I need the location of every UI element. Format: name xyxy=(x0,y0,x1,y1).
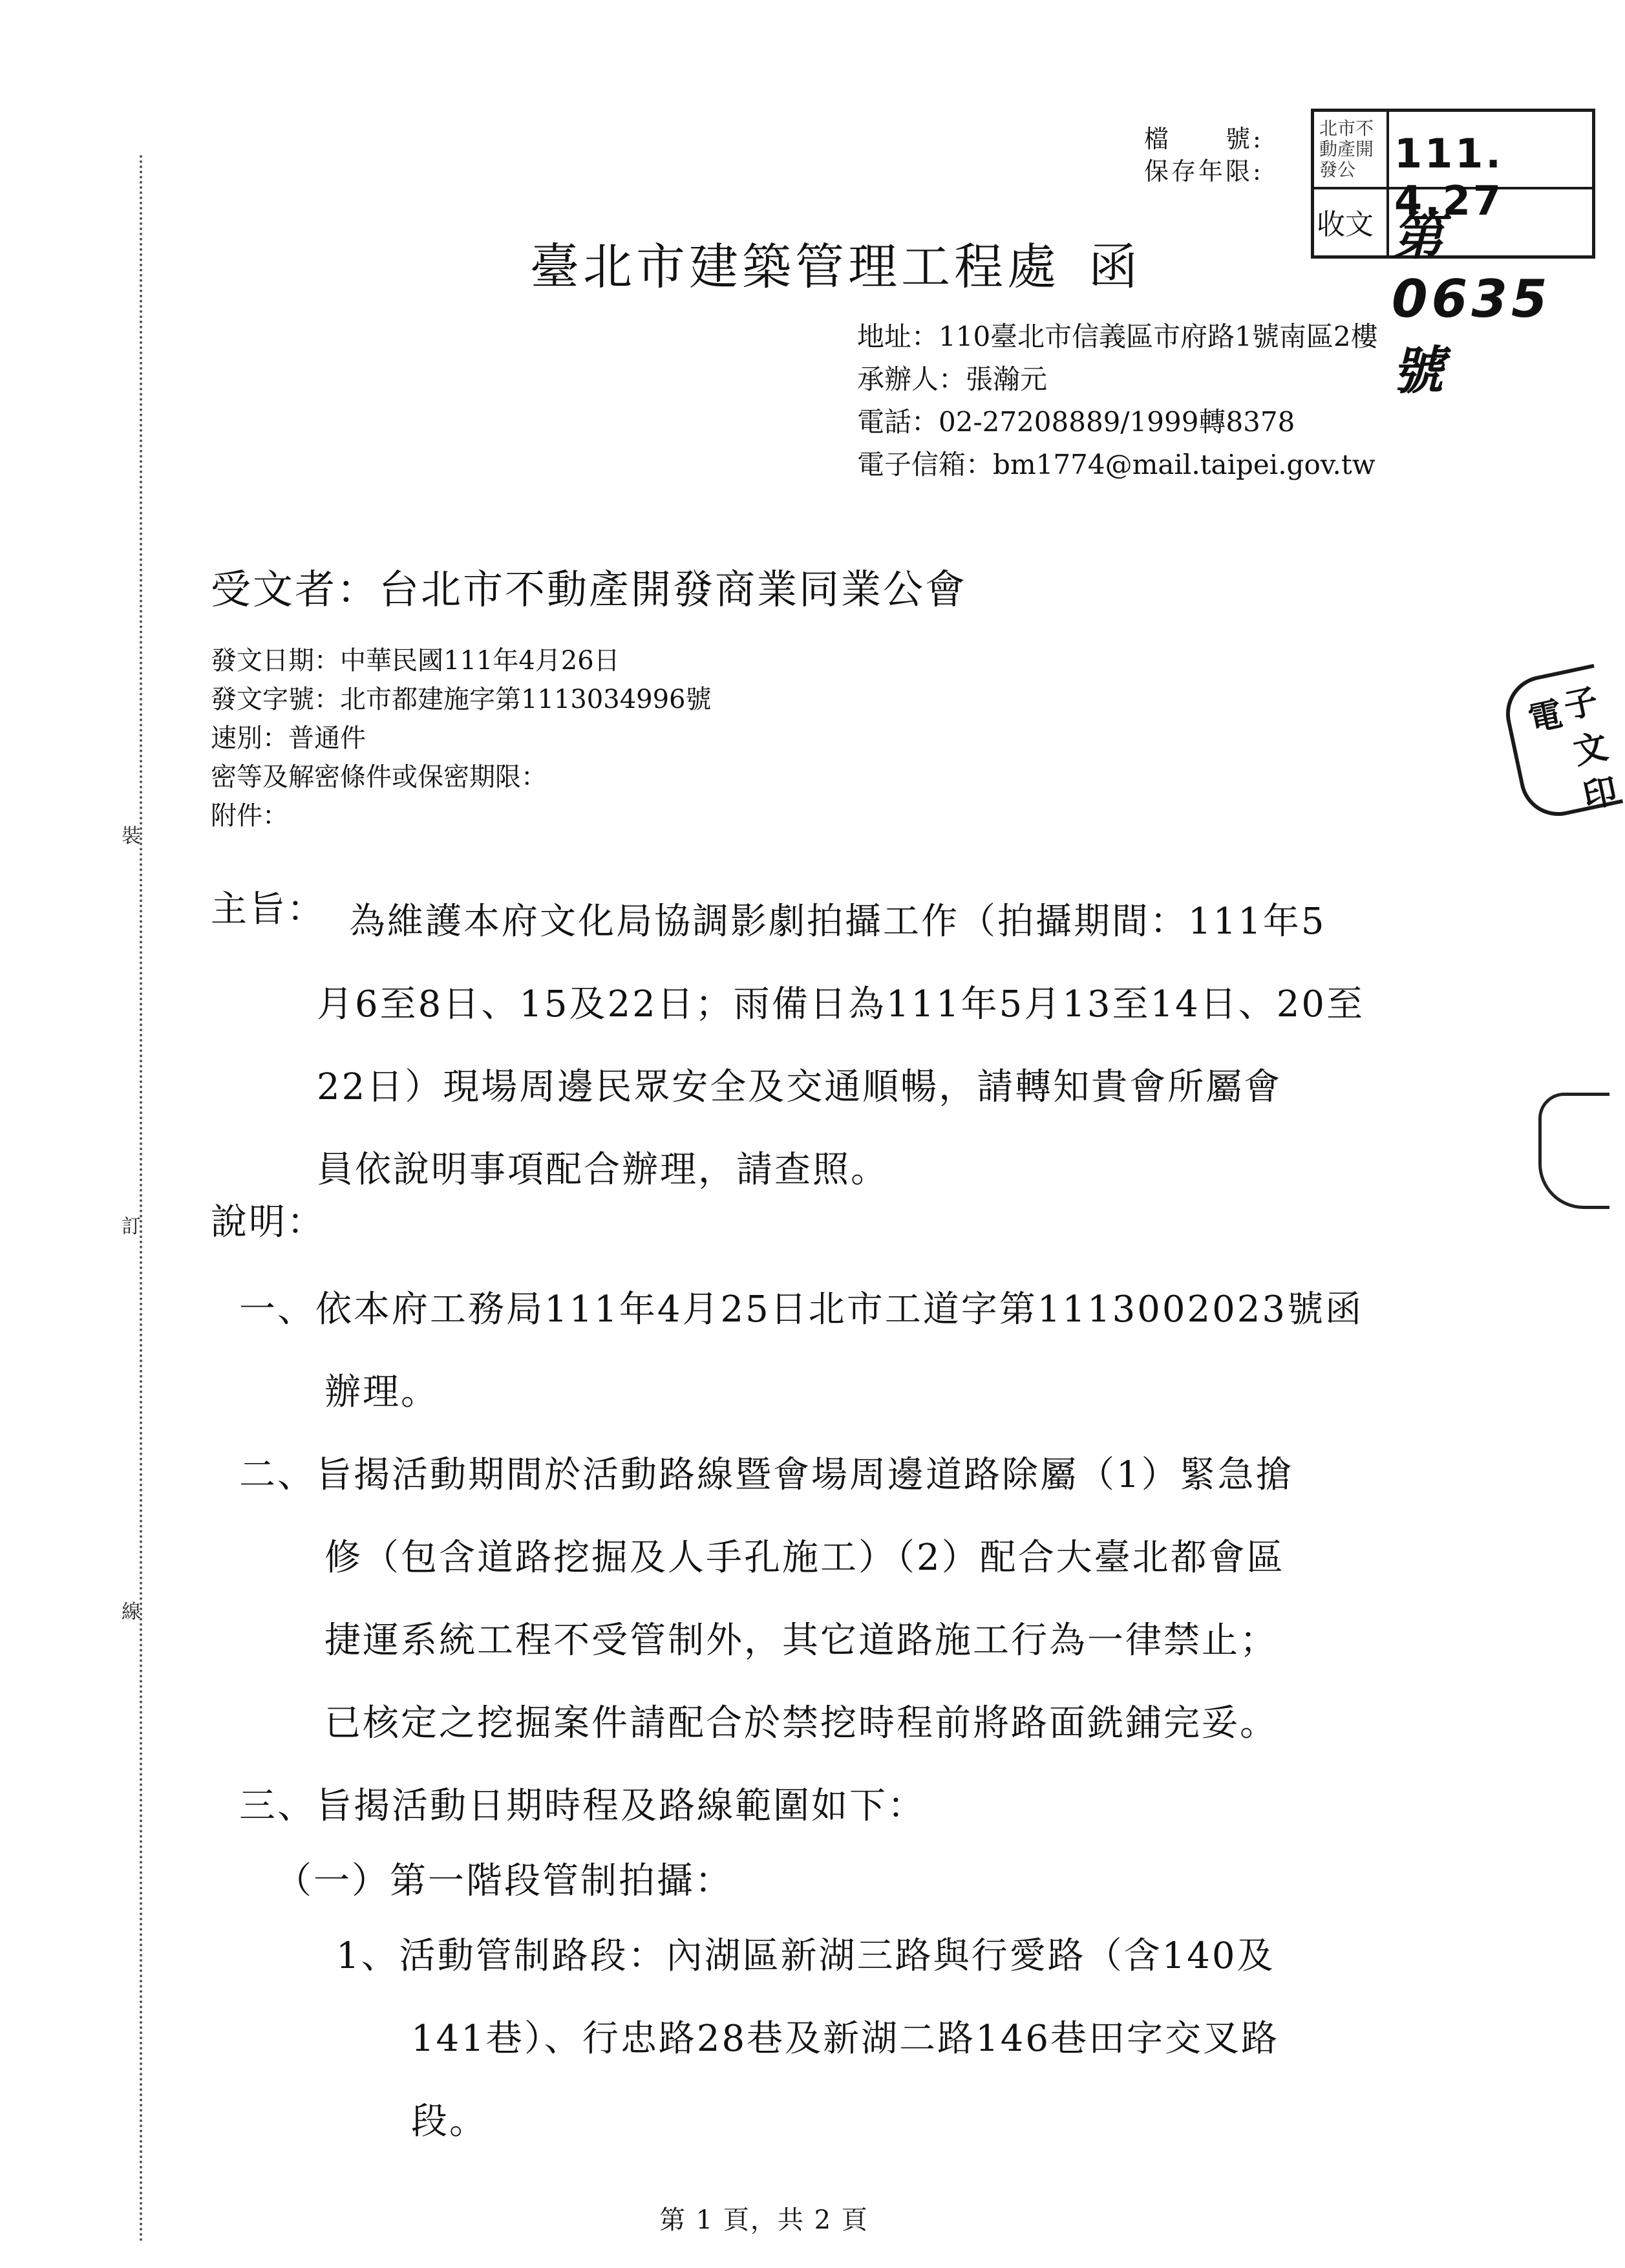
partial-stamp-mark xyxy=(1538,1093,1609,1209)
contact-block xyxy=(857,316,1465,486)
contact-address: 地址：110臺北市信義區市府路1號南區2樓 xyxy=(857,321,1378,352)
speed-class: 速別：普通件 xyxy=(211,723,366,753)
document-title xyxy=(530,228,1142,298)
binding-mark-bottom: 線 xyxy=(122,1601,141,1623)
subject-label: 主旨： xyxy=(211,888,325,930)
point-line: 1、活動管制路段：內湖區新湖三路與行愛路（含140及 xyxy=(336,1935,1275,1977)
point-line: 141巷）、行忠路28巷及新湖二路146巷田字交叉路 xyxy=(411,2018,1280,2060)
explanation-point-1 xyxy=(336,1915,1279,2163)
electronic-seal xyxy=(1499,664,1623,823)
item-line: 一、依本府工務局111年4月25日北市工道字第1113002023號函 xyxy=(239,1289,1364,1331)
explanation-item-1 xyxy=(239,1268,1363,1434)
item-line: 修（包含道路挖掘及人手孔施工）（2）配合大臺北都會區 xyxy=(324,1537,1285,1579)
explanation-sub-1: （一）第一階段管制拍攝： xyxy=(275,1860,733,1902)
binding-dotted-line xyxy=(140,155,142,2243)
seal-char: 子 xyxy=(1560,681,1602,727)
subject-line: 員依說明事項配合辦理，請查照。 xyxy=(317,1149,889,1191)
item-line: 捷運系統工程不受管制外，其它道路施工行為一律禁止； xyxy=(324,1620,1278,1662)
contact-handler: 承辦人：張瀚元 xyxy=(857,363,1048,395)
explanation-item-3: 三、旨揭活動日期時程及路線範圍如下： xyxy=(239,1785,926,1827)
point-line: 段。 xyxy=(411,2101,487,2143)
attachment: 附件： xyxy=(211,801,288,831)
file-info xyxy=(1144,123,1264,187)
recipient: 受文者：台北市不動產開發商業同業公會 xyxy=(211,566,968,613)
secrecy-class: 密等及解密條件或保密期限： xyxy=(211,762,547,792)
item-line: 辦理。 xyxy=(324,1371,439,1413)
issue-date: 發文日期：中華民國111年4月26日 xyxy=(211,646,620,676)
subject-line: 22日）現場周邊民眾安全及交通順暢，請轉知貴會所屬會 xyxy=(317,1066,1282,1108)
issuer-name: 臺北市建築管理工程處 xyxy=(530,238,1060,295)
document-meta xyxy=(211,641,712,835)
seal-char: 印 xyxy=(1579,771,1621,817)
binding-mark-top: 裝 xyxy=(122,825,141,848)
item-line: 已核定之挖掘案件請配合於禁挖時程前將路面銑鋪完妥。 xyxy=(324,1702,1278,1744)
item-line: 二、旨揭活動期間於活動路線暨會場周邊道路除屬（1）緊急搶 xyxy=(239,1454,1294,1496)
explanation-item-2 xyxy=(239,1434,1294,1765)
contact-phone: 電話：02-27208889/1999轉8378 xyxy=(857,406,1295,438)
page-footer: 第 1 頁，共 2 頁 xyxy=(659,2205,869,2235)
subject-line: 為維護本府文化局協調影劇拍攝工作（拍攝期間：111年5 xyxy=(349,901,1326,943)
stamp-received-label: 收文 xyxy=(1317,208,1374,241)
stamp-org: 北市不動產開發公 xyxy=(1319,118,1374,180)
stamp-number: 第0635號 xyxy=(1392,206,1551,401)
stamp-date: 111. 4.27 xyxy=(1394,130,1503,224)
retention-label: 保存年限: xyxy=(1144,157,1264,186)
seal-char: 文 xyxy=(1570,726,1611,773)
explanation-label: 說明： xyxy=(211,1201,325,1243)
reference-number: 發文字號：北市都建施字第1113034996號 xyxy=(211,685,712,714)
subject-line: 月6至8日、15及22日；雨備日為111年5月13至14日、20至 xyxy=(317,983,1365,1025)
file-number-label: 檔 號: xyxy=(1144,125,1264,153)
received-stamp xyxy=(1311,109,1595,401)
binding-mark-middle: 訂 xyxy=(122,1215,141,1238)
contact-email: 電子信箱：bm1774@mail.taipei.gov.tw xyxy=(857,449,1375,480)
document-type: 函 xyxy=(1089,238,1142,295)
seal-char: 電 xyxy=(1525,694,1566,740)
subject-body xyxy=(317,881,1461,1212)
